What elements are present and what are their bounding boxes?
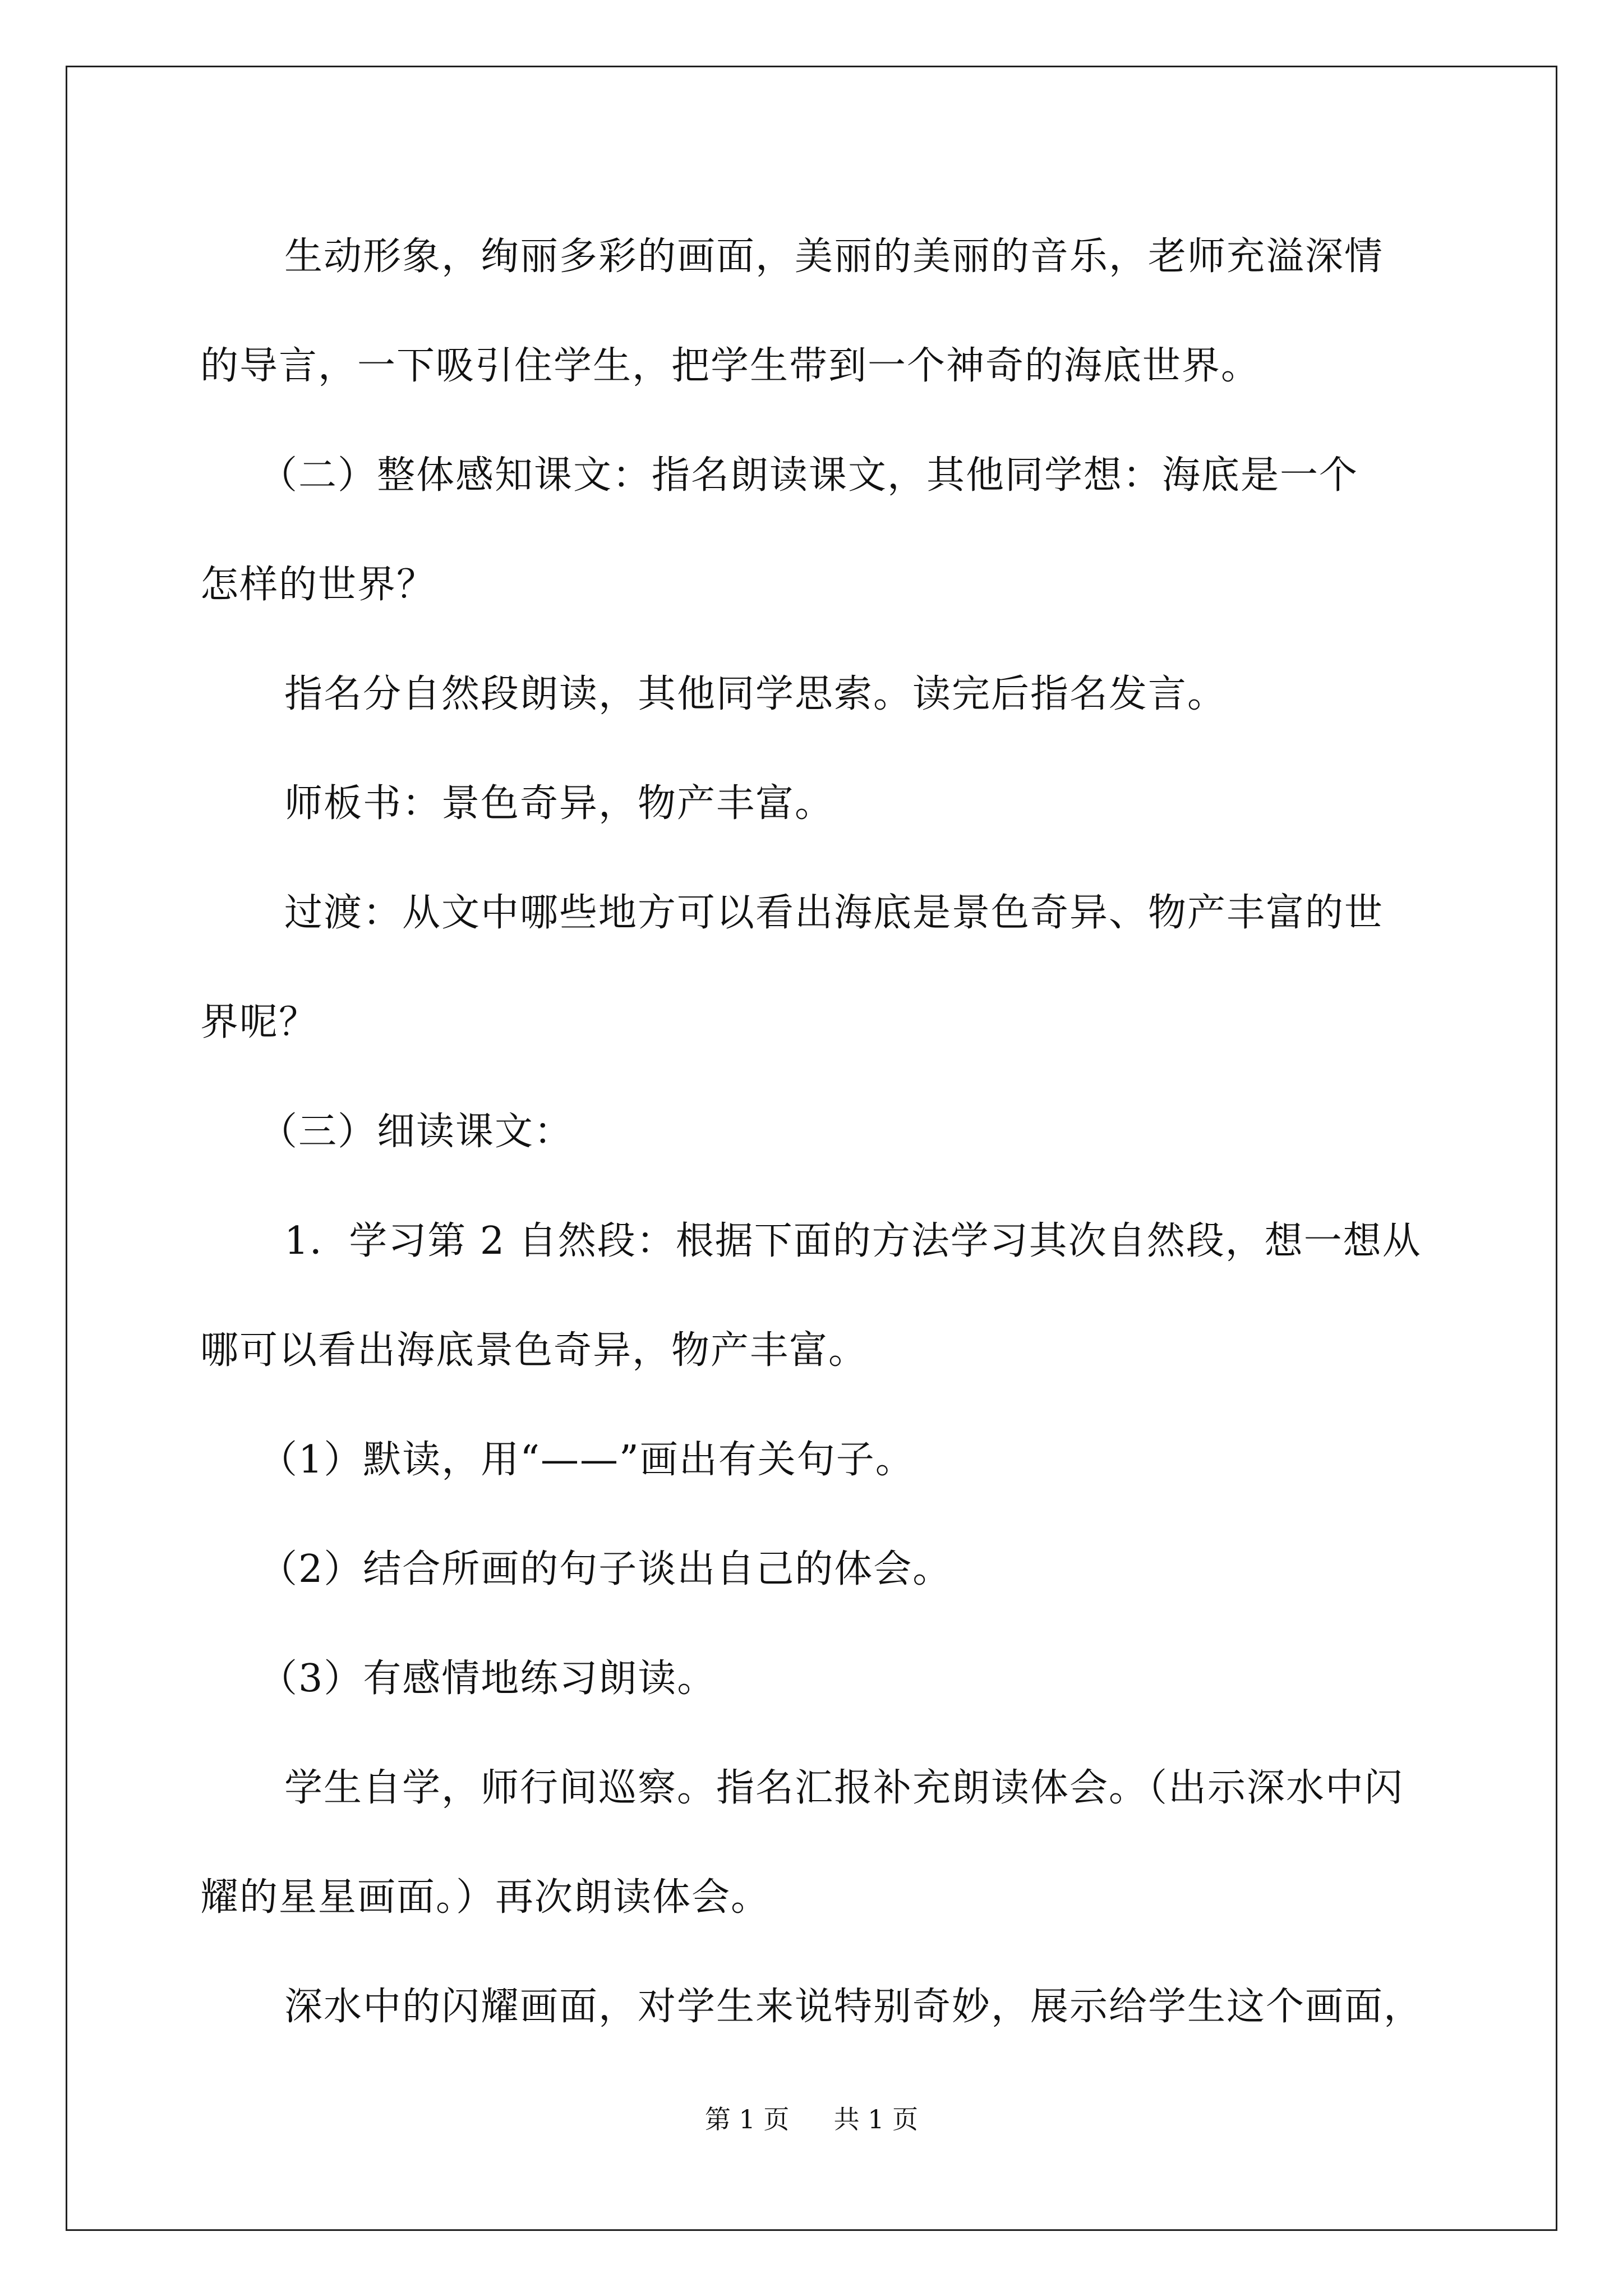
paragraph-line: 哪可以看出海底景色奇异，物产丰富。 xyxy=(200,1328,868,1373)
page-footer xyxy=(0,2102,1623,2136)
paragraph-line: 1．学习第 2 自然段：根据下面的方法学习其次自然段，想一想从 xyxy=(284,1219,1422,1263)
page-total: 共 1 页 xyxy=(833,2104,919,2134)
paragraph-line: 生动形象，绚丽多彩的画面，美丽的美丽的音乐，老师充溢深情 xyxy=(284,234,1384,279)
paragraph-line: 耀的星星画面。）再次朗读体会。 xyxy=(200,1875,771,1920)
list-item: （1）默读，用“——”画出有关句子。 xyxy=(259,1438,915,1482)
paragraph-line: 过渡：从文中哪些地方可以看出海底是景色奇异、物产丰富的世 xyxy=(284,891,1384,935)
paragraph-line: 界呢？ xyxy=(200,1000,319,1045)
paragraph-line: 怎样的世界？ xyxy=(200,563,436,607)
paragraph-line: （二）整体感知课文：指名朗读课文，其他同学想：海底是一个 xyxy=(259,453,1359,498)
paragraph-line: 师板书：景色奇异，物产丰富。 xyxy=(284,781,834,826)
paragraph-line: 指名分自然段朗读，其他同学思索。读完后指名发言。 xyxy=(284,672,1227,716)
document-body xyxy=(200,202,1434,2062)
page-number: 第 1 页 xyxy=(704,2104,790,2134)
list-item: （3）有感情地练习朗读。 xyxy=(259,1657,717,1701)
list-item: （2）结合所画的句子谈出自己的体会。 xyxy=(259,1547,952,1591)
paragraph-line: 学生自学，师行间巡察。指名汇报补充朗读体会。（出示深水中闪 xyxy=(284,1766,1404,1810)
paragraph-line: 深水中的闪耀画面，对学生来说特别奇妙，展示给学生这个画面， xyxy=(284,1985,1423,2029)
paragraph-line: 的导言，一下吸引住学生，把学生带到一个神奇的海底世界。 xyxy=(200,344,1261,388)
section-heading: （三）细读课文： xyxy=(259,1110,574,1154)
